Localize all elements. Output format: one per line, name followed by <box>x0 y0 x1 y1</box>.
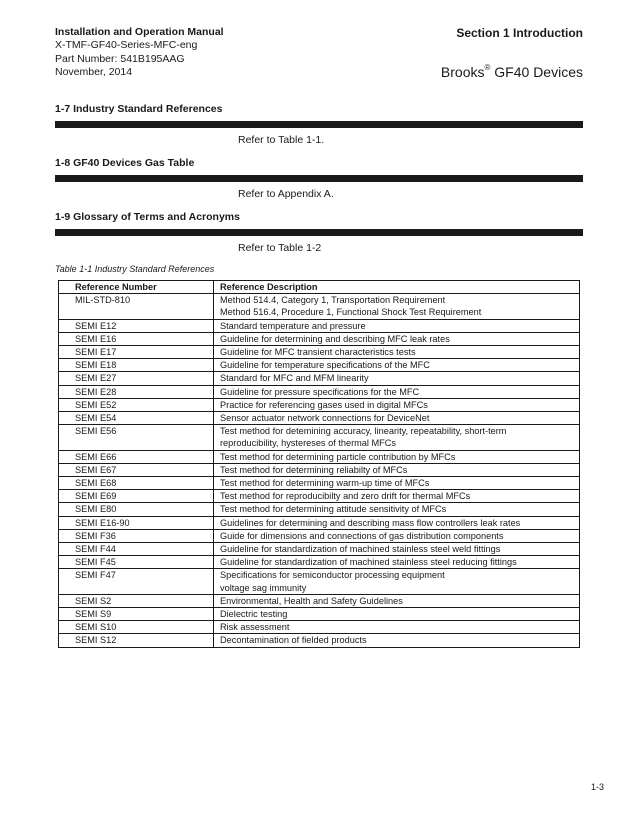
document-date: November, 2014 <box>55 66 133 79</box>
table-row <box>59 346 580 359</box>
registered-mark: ® <box>484 63 491 72</box>
table-row <box>59 372 580 385</box>
part-number: Part Number: 541B195AAG <box>55 52 185 65</box>
section-heading: 1-9 Glossary of Terms and Acronyms <box>55 211 240 223</box>
reference-number-cell: SEMI E27 <box>59 372 214 385</box>
reference-description-cell: Guidelines for determining and describing mass flow controllers leak rates <box>214 516 580 529</box>
reference-number-cell: SEMI E18 <box>59 359 214 372</box>
section-divider <box>55 175 583 182</box>
table-row <box>59 503 580 516</box>
reference-number-cell: SEMI E56 <box>59 425 214 450</box>
table-row <box>59 319 580 332</box>
page-number: 1-3 <box>590 782 604 792</box>
reference-number-cell: SEMI E28 <box>59 385 214 398</box>
table-row <box>59 569 580 594</box>
table-row <box>59 621 580 634</box>
reference-description-cell: Test method for determining attitude sensitivity of MFCs <box>214 503 580 516</box>
reference-description-cell: Decontamination of fielded products <box>214 634 580 647</box>
reference-number-cell: SEMI S12 <box>59 634 214 647</box>
references-table <box>58 280 580 648</box>
section-heading: 1-8 GF40 Devices Gas Table <box>55 157 195 169</box>
reference-number-cell: SEMI S9 <box>59 608 214 621</box>
document-id: X-TMF-GF40-Series-MFC-eng <box>55 39 198 52</box>
section-divider <box>55 229 583 236</box>
section-body: Refer to Table 1-1. <box>238 134 325 146</box>
reference-description-cell: Guideline for standardization of machined stainless steel reducing fittings <box>214 556 580 569</box>
table-row <box>59 332 580 345</box>
product-name: GF40 Devices <box>490 64 583 80</box>
table-row <box>59 490 580 503</box>
manual-title: Installation and Operation Manual <box>55 26 224 38</box>
table-header-row <box>59 281 580 294</box>
reference-number-cell: SEMI E52 <box>59 398 214 411</box>
reference-description-cell: Method 514.4, Category 1, Transportation Requirement Method 516.4, Procedure 1, Functional Shock Test Requirement <box>214 294 580 319</box>
table-row <box>59 425 580 450</box>
reference-number-cell: SEMI E67 <box>59 463 214 476</box>
reference-description-cell: Guide for dimensions and connections of gas distribution components <box>214 529 580 542</box>
table-row <box>59 412 580 425</box>
reference-number-cell: SEMI E69 <box>59 490 214 503</box>
section-heading: 1-7 Industry Standard References <box>55 103 223 115</box>
reference-number-cell: SEMI E68 <box>59 477 214 490</box>
reference-number-cell: SEMI E80 <box>59 503 214 516</box>
column-header-reference-description: Reference Description <box>214 281 580 294</box>
reference-number-cell: SEMI E66 <box>59 450 214 463</box>
reference-description-cell: Dielectric testing <box>214 608 580 621</box>
product-title <box>441 64 583 80</box>
reference-description-cell: Test method for determining reliabilty of MFCs <box>214 463 580 476</box>
document-header-info <box>55 26 224 80</box>
reference-number-cell: SEMI F44 <box>59 543 214 556</box>
table-row <box>59 477 580 490</box>
table-row <box>59 385 580 398</box>
table-row <box>59 463 580 476</box>
table-row <box>59 294 580 319</box>
reference-description-cell: Practice for referencing gases used in digital MFCs <box>214 398 580 411</box>
reference-number-cell: SEMI S2 <box>59 594 214 607</box>
section-divider <box>55 121 583 128</box>
section-title: Section 1 Introduction <box>456 26 583 40</box>
table-row <box>59 516 580 529</box>
reference-number-cell: MIL-STD-810 <box>59 294 214 319</box>
reference-description-cell: Standard temperature and pressure <box>214 319 580 332</box>
reference-number-cell: SEMI F47 <box>59 569 214 594</box>
reference-description-cell: Test method for reproducibilty and zero drift for thermal MFCs <box>214 490 580 503</box>
section-1-9 <box>55 211 583 254</box>
brand-name: Brooks <box>440 64 485 80</box>
reference-description-cell: Environmental, Health and Safety Guidelines <box>214 594 580 607</box>
section-1-7 <box>55 103 583 146</box>
table-row <box>59 543 580 556</box>
reference-description-cell: Specifications for semiconductor processing equipment voltage sag immunity <box>214 569 580 594</box>
section-1-8 <box>55 157 583 200</box>
table-row <box>59 450 580 463</box>
reference-number-cell: SEMI E16 <box>59 332 214 345</box>
reference-description-cell: Test method for detemining accuracy, linearity, repeatability, short-term reproducibility, hystereses of thermal MFCs <box>214 425 580 450</box>
reference-description-cell: Sensor actuator network connections for DeviceNet <box>214 412 580 425</box>
section-body: Refer to Table 1-2 <box>238 242 322 254</box>
table-row <box>59 556 580 569</box>
reference-description-cell: Guideline for pressure specifications for the MFC <box>214 385 580 398</box>
reference-number-cell: SEMI E12 <box>59 319 214 332</box>
reference-description-cell: Risk assessment <box>214 621 580 634</box>
section-body: Refer to Appendix A. <box>238 188 334 200</box>
table-row <box>59 398 580 411</box>
table-row <box>59 608 580 621</box>
table-row <box>59 359 580 372</box>
column-header-reference-number: Reference Number <box>59 281 214 294</box>
references-table-wrapper <box>58 280 580 648</box>
reference-description-cell: Guideline for MFC transient characteristics tests <box>214 346 580 359</box>
table-row <box>59 594 580 607</box>
table-row <box>59 634 580 647</box>
reference-number-cell: SEMI E16-90 <box>59 516 214 529</box>
reference-number-cell: SEMI F45 <box>59 556 214 569</box>
reference-number-cell: SEMI S10 <box>59 621 214 634</box>
table-caption: Table 1-1 Industry Standard References <box>55 264 215 274</box>
table-row <box>59 529 580 542</box>
reference-number-cell: SEMI E54 <box>59 412 214 425</box>
reference-description-cell: Guideline for determining and describing MFC leak rates <box>214 332 580 345</box>
reference-description-cell: Test method for determining particle contribution by MFCs <box>214 450 580 463</box>
reference-description-cell: Guideline for standardization of machined stainless steel weld fittings <box>214 543 580 556</box>
reference-description-cell: Standard for MFC and MFM linearity <box>214 372 580 385</box>
reference-description-cell: Guideline for temperature specifications of the MFC <box>214 359 580 372</box>
reference-description-cell: Test method for determining warm-up time of MFCs <box>214 477 580 490</box>
table-body <box>59 294 580 647</box>
reference-number-cell: SEMI E17 <box>59 346 214 359</box>
reference-number-cell: SEMI F36 <box>59 529 214 542</box>
